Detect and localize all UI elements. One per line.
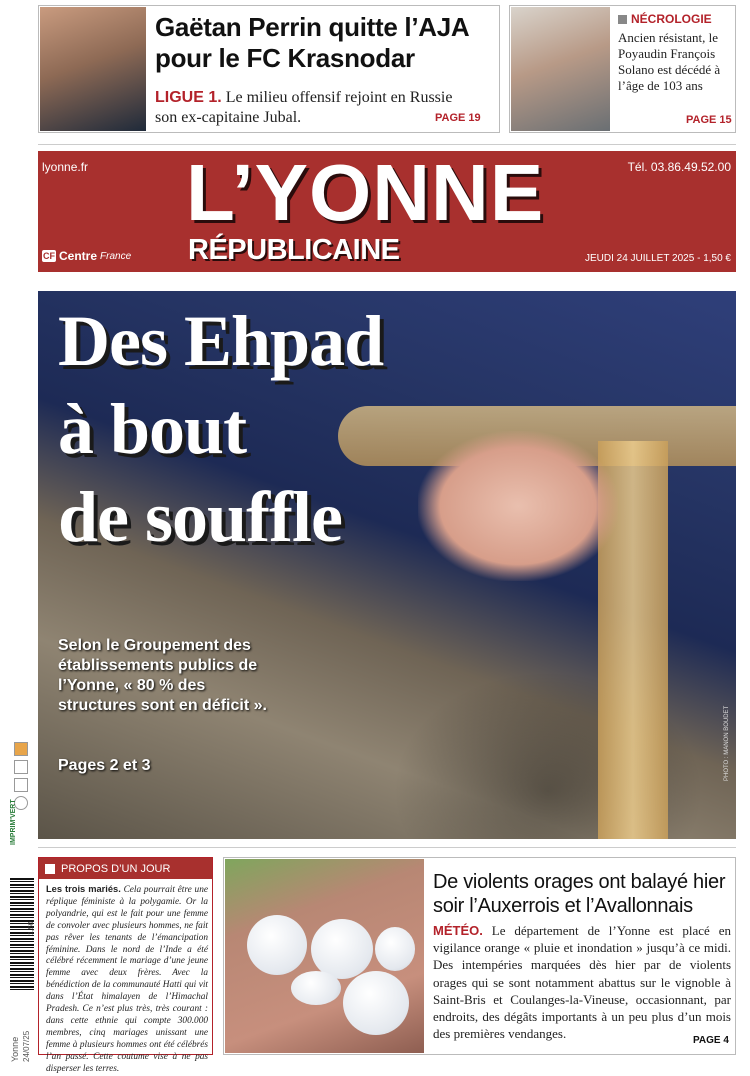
propos-header [39,858,212,879]
centre-france-logo [42,249,131,263]
hero-story[interactable] [38,291,736,839]
group-name-suffix: France [100,250,132,262]
hailstone [247,915,307,975]
square-bullet-icon [618,15,627,24]
obituary-body: Ancien résistant, le Poyaudin François Solano est décédé à l’âge de 103 ans [618,30,721,93]
phone-number: Tél. 03.86.49.52.00 [627,160,731,174]
hero-lede: Selon le Groupement des établissements publics de l’Yonne, « 80 % des structures sont en déficit ». [58,637,267,714]
barcode-price: 1,50 [28,921,35,935]
propos-body-text: Cela pourrait être une réplique féministe à la polygamie. Or la polyandrie, qui est le fait pour une femme de convoler avec plusieurs hommes, ne fait pas rêver les tenants de l’émancipation féminine. Dans le nord de l’Inde a été célébré récemment le mariage d’une jeune femme avec deux frères. Avec la bénédiction de la communauté Hatti qui vit dans l’État himalayen de l’Himachal Pradesh. Ce n’est plus très, très courant : dans cette ethnie qui compte 300.000 membres, cinq mariages unissant une femme à plusieurs hommes ont été célébrés l’an passé. Cette coutume vise à ne pas disperser les terres. [46,885,208,1074]
website-url[interactable]: lyonne.fr [42,160,89,174]
player-photo [40,7,146,131]
propos-header-text: PROPOS D’UN JOUR [61,862,171,875]
elderly-man-photo [511,7,610,131]
hero-headline-line3: de souffle [58,477,342,557]
group-name: Centre [59,249,98,263]
obituary-teaser[interactable] [509,5,736,133]
storms-page-ref[interactable]: PAGE 4 [693,1035,729,1046]
eco-badge-icon [14,742,28,756]
newspaper-title: L’YONNE [186,148,545,237]
hailstone [375,927,415,971]
obituary-page-ref[interactable]: PAGE 15 [686,114,732,126]
sport-teaser[interactable] [38,5,500,133]
propos-body [46,884,208,1076]
hero-headline-line2: à bout [58,389,247,469]
sport-body-text: Le milieu offensif rejoint en Russie son ex-capitaine Jubal. [155,89,453,126]
storms-body [433,922,731,1042]
recycle-icon [14,760,28,774]
obituary-kicker [618,12,712,26]
photo-credit: PHOTO : MANON BOUDET [724,705,730,781]
sport-page-ref[interactable]: PAGE 19 [435,112,481,124]
sport-title-line1: Gaëtan Perrin quitte l’AJA [155,12,470,42]
hero-page-ref[interactable]: Pages 2 et 3 [58,757,151,774]
imprim-vert-label: IMPRIM'VERT [10,799,17,845]
hero-headline [58,297,478,561]
divider [38,847,736,848]
obituary-kicker-text: NÉCROLOGIE [631,12,712,26]
masthead [38,148,736,272]
storms-body-text: Le département de l’Yonne est placé en vigilance orange « pluie et inondation » jusqu’à ce midi. Des intempéries marquées dès hier par de violents orages qui se sont notamment abattus sur le vignoble à Saint-Bris et Coulanges-la-Vineuse, occasionnant, par endroits, des dégâts importants à un peu plus d’un mois des premières vendanges. [433,923,731,1042]
edition-date: 24/07/25 [22,1030,31,1062]
info-icon [14,778,28,792]
hailstone [291,971,341,1005]
centre-france-icon: CF [43,251,55,261]
divider [38,144,736,145]
storms-story[interactable] [223,857,736,1055]
hero-headline-line1: Des Ehpad [58,301,384,381]
edition-name: Yonne [10,1036,20,1062]
storms-headline: De violents orages ont balayé hier soir l’Auxerrois et l’Avallonnais [433,871,726,917]
newspaper-subtitle: RÉPUBLICAINE [188,234,400,266]
sport-title-line2: pour le FC Krasnodar [155,43,415,73]
storms-kicker: MÉTÉO. [433,923,483,938]
hailstones-photo [225,859,424,1053]
square-bullet-icon [45,864,55,874]
sport-teaser-title [155,12,495,74]
propos-column [38,857,213,1074]
hailstone [343,971,409,1035]
date-price: JEUDI 24 JUILLET 2025 - 1,50 € [584,253,731,264]
sport-teaser-body [155,88,455,128]
propos-lead: Les trois mariés. [46,884,121,894]
hailstone [311,919,373,979]
sport-kicker: LIGUE 1. [155,89,222,106]
